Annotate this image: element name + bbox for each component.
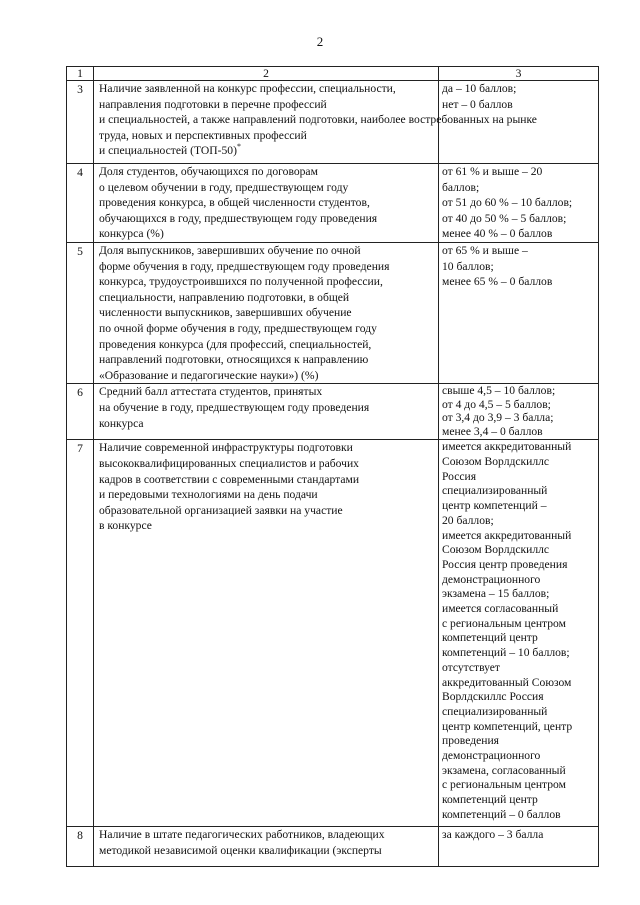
- score-line: от 4 до 4,5 – 5 баллов;: [442, 397, 551, 411]
- criterion-cell: [94, 242, 439, 383]
- score-line: менее 40 % – 0 баллов: [442, 227, 553, 241]
- score-line: экзамена – 15 баллов;: [442, 587, 550, 601]
- criterion-line: методикой независимой оценки квалификации (эксперты: [99, 843, 382, 857]
- score-line: имеется аккредитованный: [442, 528, 572, 542]
- score-line: Союзом Ворлдскиллс: [442, 543, 550, 557]
- score-line: центр компетенций, центр: [442, 719, 573, 733]
- criterion-line: Доля выпускников, завершивших обучение по очной: [99, 243, 361, 257]
- table-row: [67, 440, 599, 827]
- criterion-line: конкурса (%): [99, 227, 164, 241]
- score-line: экзамена, согласованный: [442, 763, 566, 777]
- table-row: [67, 81, 599, 164]
- row-number: 4: [67, 164, 94, 243]
- criterion-line-text: и специальностей (ТОП-50): [99, 144, 237, 158]
- header-col-2: 2: [94, 67, 439, 81]
- score-line: 10 баллов;: [442, 259, 494, 273]
- criterion-line: и специальностей, а также направлений подготовки, наиболее востребованных на рынке: [99, 113, 537, 127]
- header-col-1: 1: [67, 67, 94, 81]
- criteria-table: [66, 66, 599, 867]
- score-cell: [439, 827, 599, 867]
- score-line: отсутствует: [442, 660, 500, 674]
- row-number: 7: [67, 440, 94, 827]
- score-line: свыше 4,5 – 10 баллов;: [442, 384, 556, 398]
- criterion-line: конкурса: [99, 416, 144, 430]
- score-line: компетенций – 10 баллов;: [442, 646, 570, 660]
- criterion-line: Наличие в штате педагогических работников, владеющих: [99, 828, 385, 842]
- footnote-mark: *: [236, 142, 241, 152]
- criterion-cell: [94, 164, 439, 243]
- row-number: 3: [67, 81, 94, 164]
- score-line: нет – 0 баллов: [442, 97, 513, 111]
- criterion-line: Наличие заявленной на конкурс профессии, специальности,: [99, 82, 396, 95]
- score-line: проведения: [442, 734, 499, 748]
- score-line: Россия центр проведения: [442, 557, 568, 571]
- score-line: демонстрационного: [442, 749, 541, 763]
- criterion-line: Наличие современной инфраструктуры подготовки: [99, 441, 353, 455]
- criterion-line: проведения конкурса, в общей численности студентов,: [99, 196, 370, 210]
- score-line: центр компетенций –: [442, 499, 547, 513]
- score-line: от 65 % и выше –: [442, 243, 528, 257]
- page-number: 2: [316, 34, 324, 49]
- score-line: аккредитованный Союзом: [442, 675, 572, 689]
- row-number: 6: [67, 384, 94, 440]
- criterion-line: Средний балл аттестата студентов, принятых: [99, 385, 323, 399]
- criterion-line: образовательной организацией заявки на участие: [99, 503, 343, 517]
- criterion-line: Доля студентов, обучающихся по договорам: [99, 165, 318, 178]
- criterion-line: высококвалифицированных специалистов и рабочих: [99, 456, 359, 470]
- table-row: [67, 164, 599, 243]
- criterion-line: о целевом обучении в году, предшествующем году: [99, 180, 349, 194]
- score-line: компетенций – 0 баллов: [442, 807, 561, 821]
- criterion-line: конкурса, трудоустроившихся по полученной профессии,: [99, 275, 383, 289]
- score-line: имеется согласованный: [442, 602, 559, 616]
- score-line: баллов;: [442, 180, 480, 194]
- criterion-line: численности выпускников, завершивших обучение: [99, 306, 352, 320]
- score-line: с региональным центром: [442, 616, 566, 630]
- table-row: [67, 384, 599, 440]
- score-line: с региональным центром: [442, 778, 566, 792]
- criterion-line: и передовыми технологиями на день подачи: [99, 488, 318, 502]
- score-line: от 51 до 60 % – 10 баллов;: [442, 196, 573, 210]
- criterion-line: специальности, направлению подготовки, в общей: [99, 290, 350, 304]
- score-line: Россия: [442, 469, 477, 483]
- score-cell: [439, 440, 599, 827]
- table-row: [67, 242, 599, 383]
- score-line: компетенций центр: [442, 631, 538, 645]
- score-line: компетенций центр: [442, 793, 538, 807]
- criterion-line: на обучение в году, предшествующем году проведения: [99, 400, 370, 414]
- criterion-cell: [94, 440, 439, 827]
- criterion-cell: [94, 384, 439, 440]
- score-line: от 40 до 50 % – 5 баллов;: [442, 211, 567, 225]
- table-row: [67, 827, 599, 867]
- score-cell: [439, 164, 599, 243]
- criterion-line: направлений подготовки, относящихся к направлению: [99, 353, 369, 367]
- score-line: менее 65 % – 0 баллов: [442, 275, 553, 289]
- score-line: да – 10 баллов;: [442, 82, 517, 95]
- criterion-line: «Образование и педагогические науки») (%): [99, 368, 319, 382]
- score-line: Ворлдскиллс Россия: [442, 690, 544, 704]
- criterion-cell: [94, 827, 439, 867]
- criterion-line: в конкурсе: [99, 519, 152, 533]
- criterion-line: [99, 143, 435, 159]
- score-line: специализированный: [442, 484, 548, 498]
- criterion-line: кадров в соответствии с современными стандартами: [99, 472, 360, 486]
- score-line: от 3,4 до 3,9 – 3 балла;: [442, 411, 554, 425]
- score-cell: [439, 384, 599, 440]
- score-line: 20 баллов;: [442, 513, 494, 527]
- score-cell: [439, 242, 599, 383]
- score-line: специализированный: [442, 704, 548, 718]
- criterion-line: труда, новых и перспективных профессий: [99, 128, 307, 142]
- row-number: 8: [67, 827, 94, 867]
- criterion-line: направления подготовки в перечне профессий: [99, 97, 327, 111]
- header-col-3: 3: [439, 67, 599, 81]
- row-number: 5: [67, 242, 94, 383]
- score-line: менее 3,4 – 0 баллов: [442, 424, 543, 438]
- score-line: имеется аккредитованный: [442, 440, 572, 454]
- score-line: за каждого – 3 балла: [442, 828, 544, 842]
- score-line: демонстрационного: [442, 572, 541, 586]
- score-line: от 61 % и выше – 20: [442, 165, 543, 178]
- table-header-row: [67, 67, 599, 81]
- score-line: Союзом Ворлдскиллс: [442, 455, 550, 469]
- criterion-line: по очной форме обучения в году, предшествующем году: [99, 321, 377, 335]
- criterion-line: проведения конкурса (для профессий, специальностей,: [99, 337, 372, 351]
- criterion-line: обучающихся в году, предшествующем году проведения: [99, 211, 378, 225]
- criterion-line: форме обучения в году, предшествующем году проведения: [99, 259, 390, 273]
